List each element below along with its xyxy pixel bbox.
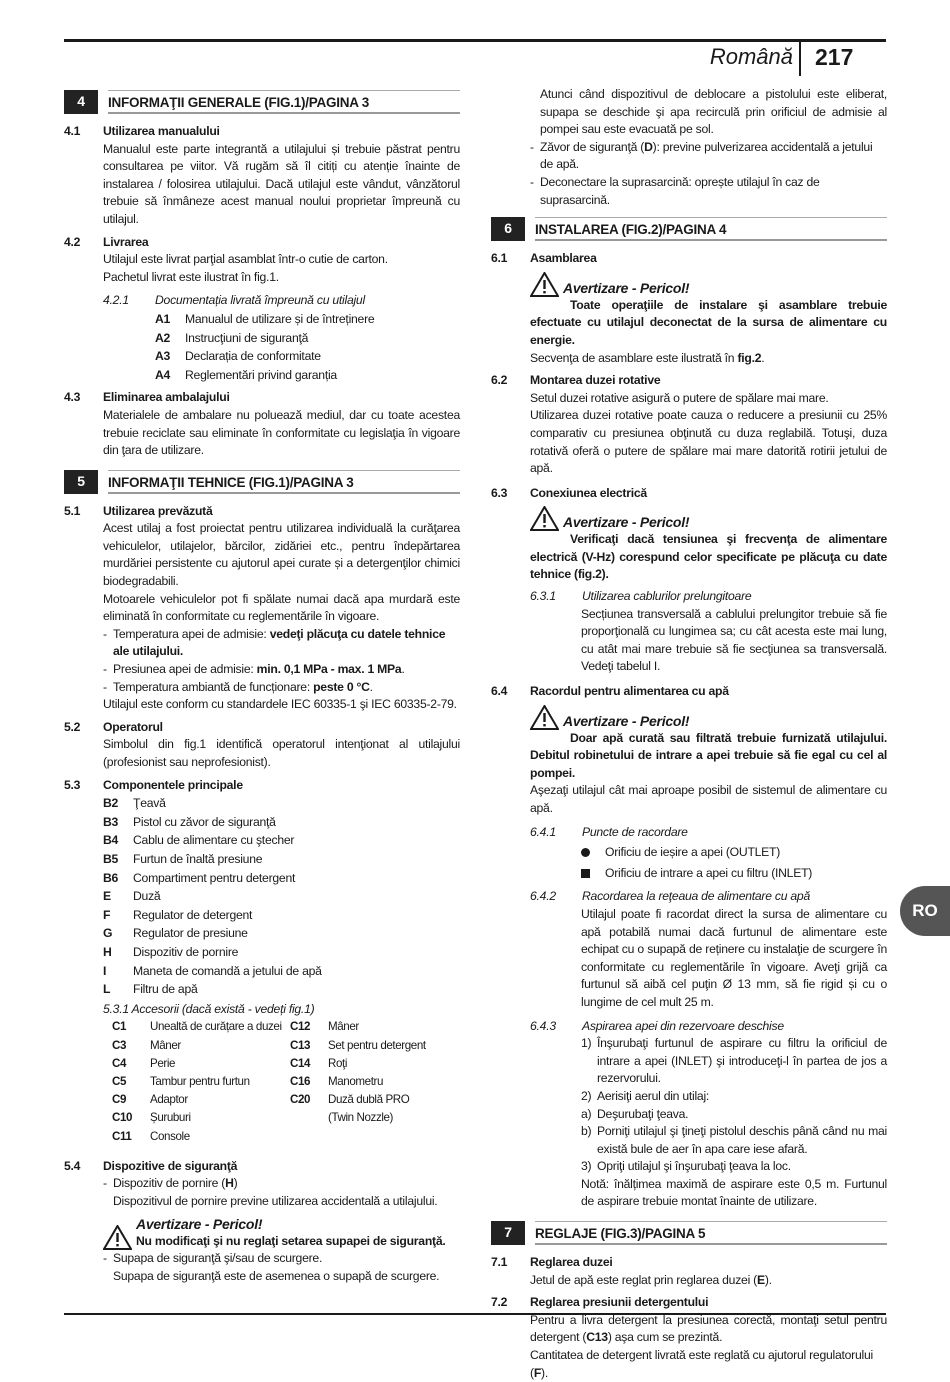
dash-item: - Zăvor de siguranţă (D): previne pulverizarea accidentală a jetului de apă. (530, 139, 873, 172)
step-item: 2) Aerisiţi aerul din utilaj: (581, 1088, 710, 1103)
subsection-number: 5.2 (64, 719, 81, 734)
subsection-7-1: 7.1 Reglarea duzei (491, 1255, 613, 1270)
subsection-title: Operatorul (103, 719, 163, 734)
subsection-number: 5.4 (64, 1158, 81, 1173)
paragraph: Utilizarea duzei rotative poate cauza o reducere a presiunii cu 25% comparativ cu presiunea obţinută cu duza reglabilă. Totuşi, duza rotativă oferă o putere de spălare mai mare datorită rotirii jetului de apă. (530, 408, 887, 476)
warning-icon (530, 705, 559, 730)
paragraph: Secvenţa de asamblare este ilustrată în fig.2. (530, 350, 765, 365)
dash-item: - Supapa de siguranţă şi/sau de scurgere. (103, 1251, 323, 1266)
component-item: B2 Ţeavă (103, 796, 166, 811)
warning-icon (530, 272, 559, 297)
component-item: G Regulator de presiune (103, 926, 248, 941)
language-side-tab: RO (900, 886, 950, 936)
paragraph: Manualul este parte integrantă a utilajului și trebuie păstrat pentru consultarea pe viitor. Vă rugăm să îl citiți cu atenție înainte de instalarea / folosirea utilajului. Dacă utilajul este vândut, vânzătorul trebuie să înmâneze acest manual noului proprietar împreună cu utilajul. (103, 141, 460, 226)
step-item: a) Deşurubaţi ţeava. (581, 1106, 689, 1121)
left-column (64, 90, 460, 1285)
section-5-header (64, 470, 460, 494)
component-item: H Dispozitiv de pornire (103, 944, 239, 959)
list-item: A2 Instrucţiuni de siguranţă (155, 330, 309, 345)
paragraph: Acest utilaj a fost proiectat pentru utilizarea individuală la curăţarea vehiculelor, utilajelor, bărcilor, zidăriei etc., pentru îndepărtarea murdăriei persistente cu ajutorul apei curate și a detergenţilor chimici biodegradabili. (103, 521, 460, 589)
subsection-number: 4.1 (64, 124, 81, 138)
dash-item: - Dispozitiv de pornire (H) (103, 1176, 238, 1191)
section-title: INSTALAREA (FIG.2)/PAGINA 4 (535, 217, 887, 241)
dash-item: - Presiunea apei de admisie: min. 0,1 MPa - max. 1 MPa. (103, 662, 405, 677)
paragraph: Setul duzei rotative asigură o putere de spălare mai mare. (530, 390, 829, 405)
paragraph: Utilajul este conform cu standardele IEC 60335-1 şi IEC 60335-2-79. (103, 697, 457, 712)
paragraph: Pachetul livrat este ilustrat în fig.1. (103, 269, 279, 284)
paragraph: Motoarele vehiculelor pot fi spălate numai dacă apa murdară este eliminată în conformitate cu reglementările în vigoare. (103, 591, 460, 624)
accessories-title: 5.3.1 Accesorii (dacă există - vedeți fig.1) (103, 1001, 315, 1016)
warning-text: Toate operaţiile de instalare şi asamblare trebuie efectuate cu utilajul deconectat de la sursa de alimentare cu energie. (530, 297, 887, 347)
subsubsection-6-4-1: 6.4.1 Puncte de racordare (530, 824, 688, 839)
paragraph: Utilajul poate fi racordat direct la sursa de alimentare cu apă potabilă numai dacă furtunul de alimentare este echipat cu o supapă de reținere cu instalaţie de scurgere în conformitate cu reglementările în vigoare. Aveţi grijă ca furtunul să aibă cel puţin Ø 13 mm, să fie rigid și cu o lungime de cel mult 25 m. (581, 906, 887, 1009)
subsection-title: Livrarea (103, 234, 149, 249)
step-item: 3) Opriţi utilajul şi înşurubaţi ţeava la loc. (581, 1159, 791, 1174)
subsection-title: Utilizarea manualului (103, 124, 220, 138)
warning-title: Avertizare - Pericol! (563, 514, 690, 531)
section-number: 5 (64, 470, 98, 494)
subsection-title: Eliminarea ambalajului (103, 390, 230, 405)
section-number: 4 (64, 90, 98, 114)
subsubsection-6-4-3: 6.4.3 Aspirarea apei din rezervoare deschise (530, 1018, 784, 1033)
subsection-6-4: 6.4 Racordul pentru alimentarea cu apă (491, 684, 729, 699)
dash-item: - Deconectare la suprasarcină: oprește utilajul în caz de suprasarcină. (530, 174, 820, 207)
subsection-6-3: 6.3 Conexiunea electrică (491, 485, 647, 500)
paragraph: Dispozitivul de pornire previne utilizarea accidentală a utilajului. (113, 1193, 438, 1208)
outlet-item: Orificiu de ieșire a apei (OUTLET) (581, 844, 887, 862)
step-item: b) Porniţi utilajul şi ţineţi pistolul deschis până când nu mai există bule de aer în apa care iese afară. (581, 1124, 887, 1156)
list-item: A1 Manualul de utilizare și de întreținere (155, 311, 375, 326)
subsection-4-2 (64, 234, 460, 252)
paragraph: Utilajul este livrat parţial asamblat într-o cutie de carton. (103, 252, 388, 267)
component-item: B3 Pistol cu zăvor de siguranţă (103, 814, 276, 829)
subsection-number: 5.1 (64, 503, 81, 518)
subsubsection-6-3-1: 6.3.1 Utilizarea cablurilor prelungitoare (530, 589, 752, 604)
paragraph: Aşezaţi utilajul cât mai aproape posibil de sistemul de alimentare cu apă. (530, 783, 887, 815)
subsection-title: Componentele principale (103, 777, 243, 792)
warning-text: Verificaţi dacă tensiunea şi frecvenţa de alimentare electrică (V-Hz) corespund celor specificate pe plăcuţa cu date tehnice (fig.2). (530, 532, 887, 582)
warning-block (530, 506, 887, 584)
warning-title: Avertizare - Pericol! (563, 712, 690, 729)
subsubsection-4-2-1 (103, 292, 460, 310)
component-item: L Filtru de apă (103, 982, 198, 997)
accessories-table: C1 Unealtă de curățare a duzei C12 Mâner C3 Mâner C13 Set pentru detergent C4 Perie C14 Roţi C5 Tambur pentru furtun C16 Manometru C9 Adaptor C20 Duză dublă PRO C10 Șuruburi (Twin Nozzle) C11 Console (112, 1020, 426, 1143)
subsection-5-4 (64, 1158, 460, 1176)
subsection-6-1: 6.1 Asamblarea (491, 251, 597, 266)
subsection-4-1 (64, 123, 460, 141)
subsection-number: 5.3 (64, 777, 81, 792)
subsubsection-number: 4.2.1 (103, 293, 129, 308)
warning-title: Avertizare - Pericol! (136, 1215, 263, 1232)
paragraph: Supapa de siguranţă este de asemenea o supapă de scurgere. (113, 1268, 440, 1283)
subsection-number: 4.3 (64, 390, 81, 405)
warning-icon (530, 506, 559, 531)
header-separator (799, 42, 801, 76)
section-number: 6 (491, 217, 525, 241)
subsubsection-title: Documentația livrată împreună cu utilajul (155, 293, 365, 308)
paragraph: Atunci când dispozitivul de deblocare a pistolului este eliberat, supapa se deschide şi apa recirculă prin orificiul de admisie al pompei sau este evacuată pe sol. (540, 87, 887, 137)
subsection-5-1 (64, 503, 460, 521)
step-item: 1) Înşurubaţi furtunul de aspirare cu filtru la orificiul de intrare a apei (INLET) şi introduceţi-l în partea de jos a rezervorului. (581, 1036, 887, 1086)
subsection-5-2 (64, 719, 460, 737)
warning-text: Nu modificaţi şi nu reglaţi setarea supapei de siguranţă. (136, 1233, 446, 1248)
paragraph: Secțiunea transversală a cablului prelungitor trebuie să fie proporţională cu lungimea sa; cu cât acesta este mai lung, cu atât mai mare trebuie să fie secţiunea sa transversală. Vedeţi tabelul I. (581, 606, 887, 674)
subsection-5-3 (64, 777, 460, 795)
top-rule (64, 39, 886, 42)
subsection-7-2: 7.2 Reglarea presiunii detergentului (491, 1295, 709, 1310)
page-number: 217 (815, 44, 854, 70)
warning-block (530, 272, 887, 350)
inlet-square-icon (581, 869, 590, 878)
inlet-item: Orificiu de intrare a apei cu filtru (INLET) (581, 865, 887, 883)
list-item: A3 Declarația de conformitate (155, 349, 321, 364)
section-title: INFORMAŢII GENERALE (FIG.1)/PAGINA 3 (108, 90, 460, 114)
dash-item: - Temperatura apei de admisie: vedeţi plăcuţa cu datele tehnice ale utilajului. (103, 626, 446, 659)
paragraph: Materialele de ambalare nu poluează mediul, dar cu toate acestea trebuie reciclate sau eliminate în conformitate cu legislaţia în vigoare din ţara de utilizare. (103, 407, 460, 458)
section-title: INFORMAŢII TEHNICE (FIG.1)/PAGINA 3 (108, 470, 460, 494)
outlet-dot-icon (581, 848, 590, 857)
note: Notă: înălțimea maximă de aspirare este 0,5 m. Furtunul de aspirare trebuie montat înainte de utilizare. (581, 1176, 887, 1209)
paragraph: Simbolul din fig.1 identifică operatorul intenţionat al utilajului (profesionist sau neprofesionist). (103, 737, 460, 769)
section-number: 7 (491, 1221, 525, 1245)
list-item: A4 Reglementări privind garanția (155, 367, 337, 382)
component-item: B4 Cablu de alimentare cu ştecher (103, 833, 295, 848)
subsection-title: Utilizarea prevăzută (103, 503, 213, 518)
subsection-number: 4.2 (64, 234, 81, 249)
subsection-title: Dispozitive de siguranţă (103, 1158, 238, 1173)
section-6-header (491, 217, 887, 241)
paragraph: Pentru a livra detergent la presiunea corectă, montaţi setul pentru detergent (C13) aşa cum se prezintă. (530, 1312, 887, 1345)
warning-title: Avertizare - Pericol! (563, 279, 690, 296)
section-title: REGLAJE (FIG.3)/PAGINA 5 (535, 1221, 887, 1245)
section-4-header (64, 90, 460, 114)
component-item: B5 Furtun de înaltă presiune (103, 851, 263, 866)
warning-block (530, 705, 887, 783)
subsubsection-6-4-2: 6.4.2 Racordarea la reţeaua de alimentare cu apă (530, 889, 810, 904)
section-7-header (491, 1221, 887, 1245)
component-item: F Regulator de detergent (103, 907, 253, 922)
warning-text: Doar apă curată sau filtrată trebuie furnizată utilajului. Debitul robinetului de intrare a apei trebuie să fie egal cu cel al pompei. (530, 730, 887, 780)
paragraph: Cantitatea de detergent livrată este reglată cu ajutorul regulatorului (F). (530, 1348, 873, 1380)
subsection-4-3 (64, 389, 460, 407)
header-language: Română (709, 44, 793, 69)
subsection-6-2: 6.2 Montarea duzei rotative (491, 373, 661, 388)
component-item: I Maneta de comandă a jetului de apă (103, 963, 322, 978)
warning-icon (103, 1225, 132, 1250)
warning-block (103, 1215, 460, 1251)
right-column (491, 86, 887, 1382)
component-item: B6 Compartiment pentru detergent (103, 870, 296, 885)
dash-item: - Temperatura ambiantă de funcționare: peste 0 °C. (103, 679, 373, 694)
paragraph: Jetul de apă este reglat prin reglarea duzei (E). (530, 1272, 772, 1287)
component-item: E Duză (103, 889, 161, 904)
